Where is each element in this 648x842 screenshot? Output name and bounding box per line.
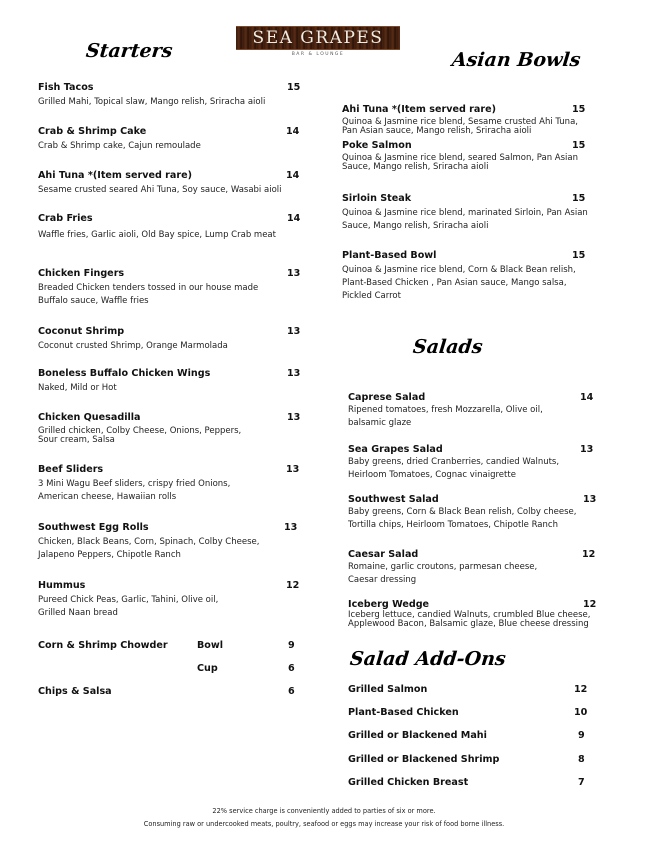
chowder-name: Corn & Shrimp Chowder [38, 640, 168, 651]
menu-item-name: Chicken Fingers [38, 268, 125, 279]
menu-item-name: Ahi Tuna *(Item served rare) [38, 170, 192, 181]
menu-item-price: 9 [578, 730, 585, 741]
menu-item-description: Baby greens, Corn & Black Bean relish, Colby cheese, [348, 507, 577, 517]
menu-item-description: Caesar dressing [348, 575, 417, 585]
chowder-cup-price: 6 [288, 663, 295, 674]
menu-item-price: 13 [284, 522, 298, 533]
footer-service-charge: 22% service charge is conveniently added to parties of six or more. [212, 807, 436, 815]
logo-name: SEA GRAPES [252, 28, 384, 48]
menu-item-description: Sauce, Mango relish, Sriracha aioli [342, 221, 489, 231]
menu-item-description: Pickled Carrot [342, 291, 401, 301]
menu-item-description: Sauce, Mango relish, Sriracha aioli [342, 162, 489, 172]
menu-item-price: 10 [574, 707, 588, 718]
menu-item-description: Grilled Mahi, Topical slaw, Mango relish, Sriracha aioli [38, 97, 266, 107]
menu-item-price: 13 [287, 412, 301, 423]
section-title-salad-addons: Salad Add-Ons [348, 648, 507, 670]
menu-item-price: 8 [578, 754, 585, 765]
chowder-bowl-label: Bowl [197, 640, 224, 651]
menu-item-name: Plant-Based Chicken [348, 707, 459, 718]
menu-item-description: Tortilla chips, Heirloom Tomatoes, Chipotle Ranch [348, 520, 558, 530]
menu-item-name: Southwest Egg Rolls [38, 522, 149, 533]
menu-item-description: Naked, Mild or Hot [38, 383, 117, 393]
menu-item-description: balsamic glaze [348, 418, 412, 428]
menu-item-price: 13 [286, 464, 300, 475]
menu-item-description: Sesame crusted seared Ahi Tuna, Soy sauce, Wasabi aioli [38, 185, 282, 195]
menu-item-name: Poke Salmon [342, 140, 412, 151]
menu-item-name: Sirloin Steak [342, 193, 412, 204]
menu-item-description: American cheese, Hawaiian rolls [38, 492, 177, 502]
menu-item-price: 13 [583, 494, 597, 505]
menu-item-price: 13 [580, 444, 594, 455]
menu-item-name: Ahi Tuna *(Item served rare) [342, 104, 496, 115]
menu-item-description: Pan Asian sauce, Mango relish, Sriracha aioli [342, 126, 532, 136]
menu-item-name: Caprese Salad [348, 392, 426, 403]
menu-item-price: 15 [287, 82, 301, 93]
menu-item-name: Crab & Shrimp Cake [38, 126, 147, 137]
menu-item-name: Fish Tacos [38, 82, 94, 93]
menu-item-name: Iceberg Wedge [348, 599, 430, 610]
menu-item-price: 12 [286, 580, 300, 591]
menu-item-price: 12 [574, 684, 588, 695]
menu-item-description: Ripened tomatoes, fresh Mozzarella, Olive oil, [348, 405, 543, 415]
chowder-cup-label: Cup [197, 663, 218, 674]
menu-item-description: Coconut crusted Shrimp, Orange Marmolada [38, 341, 228, 351]
menu-item-description: Grilled chicken, Colby Cheese, Onions, Peppers, [38, 426, 242, 436]
logo-wood-band [236, 26, 400, 50]
menu-item-price: 15 [572, 193, 586, 204]
menu-item-description: Crab & Shrimp cake, Cajun remoulade [38, 141, 201, 151]
chowder-bowl-price: 9 [288, 640, 295, 651]
menu-item-description: 3 Mini Wagu Beef sliders, crispy fried Onions, [38, 479, 231, 489]
menu-item-name: Grilled or Blackened Mahi [348, 730, 487, 741]
chips-salsa-price: 6 [288, 686, 295, 697]
menu-item-price: 14 [286, 170, 300, 181]
menu-item-description: Breaded Chicken tenders tossed in our house made [38, 283, 259, 293]
menu-item-description: Quinoa & Jasmine rice blend, marinated Sirloin, Pan Asian [342, 208, 588, 218]
menu-item-price: 12 [583, 599, 597, 610]
menu-item-price: 15 [572, 140, 586, 151]
menu-item-name: Grilled Chicken Breast [348, 777, 469, 788]
menu-item-name: Boneless Buffalo Chicken Wings [38, 368, 211, 379]
restaurant-logo [236, 26, 400, 56]
menu-item-name: Coconut Shrimp [38, 326, 125, 337]
menu-item-description: Heirloom Tomatoes, Cognac vinaigrette [348, 470, 516, 480]
section-title-starters: Starters [84, 40, 174, 62]
menu-item-price: 15 [572, 250, 586, 261]
menu-item-description: Iceberg lettuce, candied Walnuts, crumbled Blue cheese, [348, 610, 591, 620]
menu-item-description: Chicken, Black Beans, Corn, Spinach, Colby Cheese, [38, 537, 260, 547]
menu-item-price: 13 [287, 268, 301, 279]
menu-item-name: Sea Grapes Salad [348, 444, 443, 455]
menu-item-description: Sour cream, Salsa [38, 435, 115, 445]
menu-item-description: Plant-Based Chicken , Pan Asian sauce, Mango salsa, [342, 278, 567, 288]
menu-item-description: Quinoa & Jasmine rice blend, seared Salmon, Pan Asian [342, 153, 578, 163]
menu-item-name: Southwest Salad [348, 494, 439, 505]
chips-salsa-name: Chips & Salsa [38, 686, 112, 697]
menu-item-description: Quinoa & Jasmine rice blend, Corn & Black Bean relish, [342, 265, 576, 275]
menu-item-description: Baby greens, dried Cranberries, candied Walnuts, [348, 457, 560, 467]
menu-item-price: 13 [287, 326, 301, 337]
menu-item-name: Caesar Salad [348, 549, 419, 560]
menu-item-name: Beef Sliders [38, 464, 104, 475]
menu-item-price: 15 [572, 104, 586, 115]
menu-item-name: Hummus [38, 580, 86, 591]
menu-item-price: 14 [580, 392, 594, 403]
menu-item-name: Grilled Salmon [348, 684, 428, 695]
menu-item-description: Quinoa & Jasmine rice blend, Sesame crusted Ahi Tuna, [342, 117, 578, 127]
logo-subtitle: BAR & LOUNGE [291, 52, 345, 57]
menu-item-price: 7 [578, 777, 585, 788]
menu-item-name: Crab Fries [38, 213, 93, 224]
menu-item-description: Pureed Chick Peas, Garlic, Tahini, Olive oil, [38, 595, 219, 605]
menu-item-name: Chicken Quesadilla [38, 412, 141, 423]
menu-item-price: 14 [286, 126, 300, 137]
menu-item-description: Buffalo sauce, Waffle fries [38, 296, 149, 306]
menu-item-price: 14 [287, 213, 301, 224]
menu-item-description: Grilled Naan bread [38, 608, 118, 618]
menu-item-description: Waffle fries, Garlic aioli, Old Bay spice, Lump Crab meat [38, 230, 276, 240]
menu-item-name: Grilled or Blackened Shrimp [348, 754, 500, 765]
menu-item-price: 12 [582, 549, 596, 560]
menu-item-price: 13 [287, 368, 301, 379]
footer-food-warning: Consuming raw or undercooked meats, poultry, seafood or eggs may increase your risk of food borne illness. [143, 820, 505, 828]
menu-item-description: Applewood Bacon, Balsamic glaze, Blue cheese dressing [348, 619, 589, 629]
menu-item-description: Jalapeno Peppers, Chipotle Ranch [38, 550, 181, 560]
section-title-salads: Salads [411, 336, 484, 358]
section-title-asian-bowls: Asian Bowls [450, 49, 582, 71]
menu-item-description: Romaine, garlic croutons, parmesan cheese, [348, 562, 538, 572]
menu-item-name: Plant-Based Bowl [342, 250, 437, 261]
